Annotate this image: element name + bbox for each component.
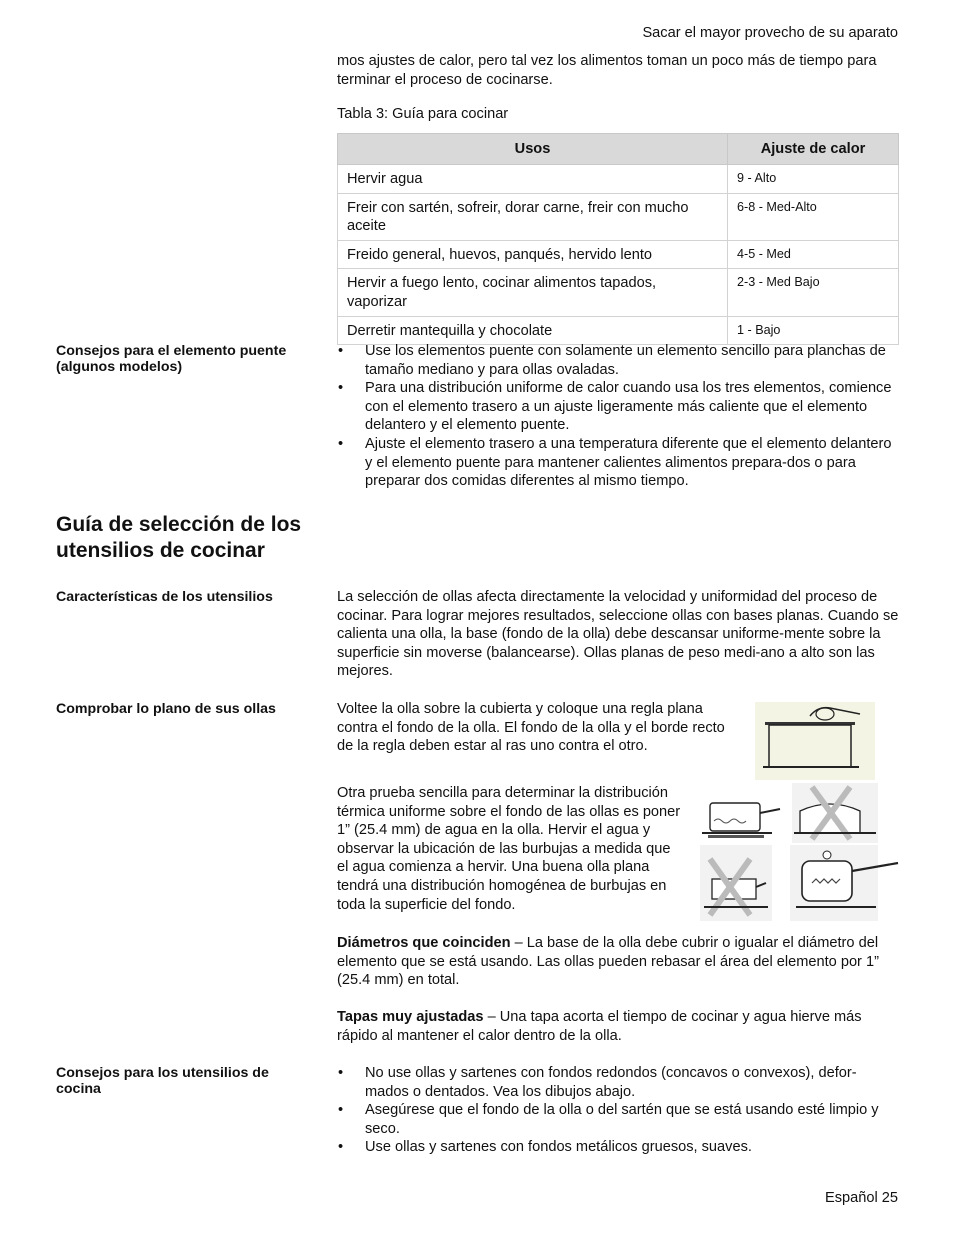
row-heat: 9 - Alto	[728, 165, 899, 194]
characteristics-heading: Características de los utensilios	[56, 589, 273, 605]
flatness-heading: Comprobar lo plano de sus ollas	[56, 701, 276, 717]
diameter-label: Diámetros que coinciden	[337, 935, 511, 951]
bad-pot-bottom-left	[700, 845, 772, 921]
bad-pot-top-right	[792, 783, 878, 843]
row-heat: 4-5 - Med	[728, 240, 899, 269]
table-row	[338, 316, 899, 345]
lids-label: Tapas muy ajustadas	[337, 1009, 484, 1025]
table-row	[338, 269, 899, 316]
inverted-pot	[769, 725, 851, 767]
list-item: • Use ollas y sartenes con fondos metálicos gruesos, suaves.	[337, 1138, 899, 1157]
diameter-paragraph	[337, 934, 899, 990]
cooking-guide-table	[337, 133, 899, 345]
row-use: Derretir mantequilla y chocolate	[338, 316, 728, 345]
cookware-tips-list	[337, 1064, 899, 1157]
characteristics-text: La selección de ollas afecta directamente la velocidad y uniformidad del proceso de cocinar. Para lograr mejores resultados, seleccione ollas con bases planas. Cuando se calienta una olla, la base (fondo de la olla) debe descansar uniforme-mente sobre la superficie sin moverse (balancearse). Ollas planas de peso medi-ano a alto son las mejores.	[337, 589, 899, 680]
lids-text: – Una tapa acorta el tiempo de cocinar y agua hierve más rápido al mantener el calor dentro de la olla.	[337, 1009, 862, 1044]
table-header-uses: Usos	[338, 134, 728, 165]
table-header-heat: Ajuste de calor	[728, 134, 899, 165]
table-caption: Tabla 3: Guía para cocinar	[337, 106, 509, 122]
row-heat: 2-3 - Med Bajo	[728, 269, 899, 316]
ruler-test-illustration	[755, 702, 875, 780]
cookware-tips-heading: Consejos para los utensilios de cocina	[56, 1065, 269, 1097]
table-row	[338, 193, 899, 240]
section-title: Guía de selección de los utensilios de cocinar	[56, 513, 302, 562]
page-footer: Español 25	[824, 1190, 898, 1206]
flatness-text-2: Otra prueba sencilla para determinar la distribución térmica uniforme sobre el fondo de las ollas es poner 1” (25.4 mm) de agua en la olla. Hervir el agua y observar la ubicación de las burbujas a medida que el agua comienza a hervir. Una buena olla plana tendrá una distribución homogénea de burbujas en toda la superficie del fondo.	[337, 785, 681, 913]
lids-paragraph	[337, 1008, 899, 1045]
list-item: • Use los elementos puente con solamente un elemento sencillo para planchas de tamaño mediano y para ollas ovaladas.	[337, 342, 899, 379]
flatness-text-1: Voltee la olla sobre la cubierta y coloque una regla plana contra el fondo de la olla. El fondo de la olla y el borde recto de la regla deben estar al ras uno contra el otro.	[337, 701, 725, 755]
list-item: • No use ollas y sartenes con fondos redondos (concavos o convexos), defor-mados o dentados. Vea los dibujos abajo.	[337, 1064, 899, 1101]
bubble-test-illustrations	[700, 783, 900, 923]
bridge-heading: Consejos para el elemento puente (algunos modelos)	[56, 343, 287, 375]
row-use: Freir con sartén, sofreir, dorar carne, freir con mucho aceite	[338, 193, 728, 240]
row-heat: 6-8 - Med-Alto	[728, 193, 899, 240]
list-item: • Para una distribución uniforme de calor cuando usa los tres elementos, comience con el elemento trasero a un ajuste ligeramente más caliente que el elemento delantero y el elemento puente.	[337, 379, 899, 435]
intro-continuation: mos ajustes de calor, pero tal vez los alimentos toman un poco más de tiempo para terminar el proceso de cocinarse.	[337, 53, 877, 88]
row-use: Hervir agua	[338, 165, 728, 194]
list-item: • Ajuste el elemento trasero a una temperatura diferente que el elemento delantero y el elemento puente para mantener calientes alimentos prepara-dos o para preparar dos comidas diferentes al mismo tiempo.	[337, 435, 899, 491]
list-item: • Asegúrese que el fondo de la olla o del sartén que se está usando esté limpio y seco.	[337, 1101, 899, 1138]
diameter-text: – La base de la olla debe cubrir o igualar el diámetro del elemento que se está usando. Las ollas pueden rebasar el área del elemento por 1” (25.4 mm) en total.	[337, 935, 879, 989]
table-row	[338, 165, 899, 194]
table-row	[338, 240, 899, 269]
good-pot-large	[790, 845, 898, 921]
running-header: Sacar el mayor provecho de su aparato	[642, 25, 898, 41]
row-use: Hervir a fuego lento, cocinar alimentos tapados, vaporizar	[338, 269, 728, 316]
row-heat: 1 - Bajo	[728, 316, 899, 345]
bridge-bullet-list	[337, 342, 899, 491]
row-use: Freido general, huevos, panqués, hervido lento	[338, 240, 728, 269]
good-pot-small	[702, 803, 780, 838]
